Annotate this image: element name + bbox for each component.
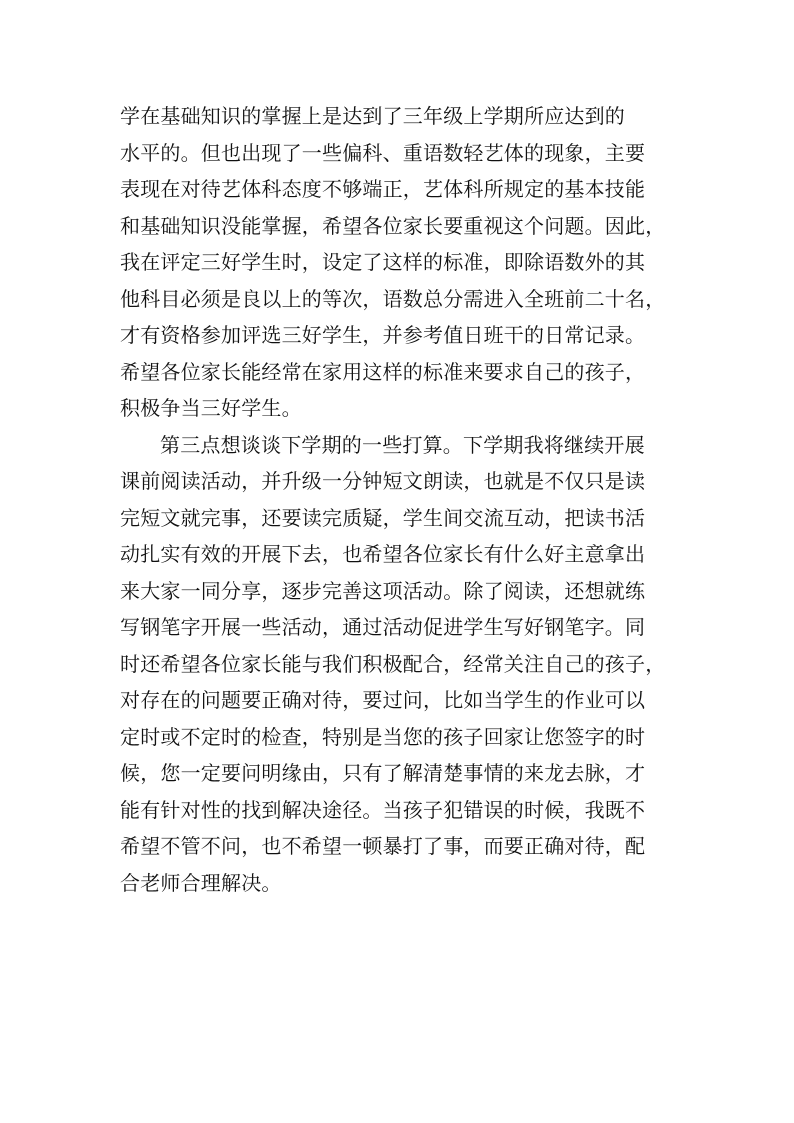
text-line: 表现在对待艺体科态度不够端正，艺体科所规定的基本技能: [120, 177, 646, 201]
text-line: 他科目必须是良以上的等次，语数总分需进入全班前二十名，: [120, 286, 666, 311]
text-line: 和基础知识没能掌握，希望各位家长要重视这个问题。因此，: [120, 213, 666, 238]
text-line: 希望不管不问，也不希望一顿暴打了事，而要正确对待，配: [120, 834, 646, 858]
text-line: 候，您一定要问明缘由，只有了解清楚事情的来龙去脉，才: [120, 761, 646, 785]
text-line: 积极争当三好学生。: [120, 396, 302, 420]
text-line: 我在评定三好学生时，设定了这样的标准，即除语数外的其: [120, 250, 646, 274]
text-line: 完短文就完事，还要读完质疑，学生间交流互动，把读书活: [120, 505, 646, 530]
text-line: 希望各位家长能经常在家用这样的标准来要求自己的孩子，: [120, 359, 646, 384]
paragraph-start-line: 第三点想谈谈下学期的一些打算。下学期我将继续开展: [160, 432, 645, 457]
text-line: 学在基础知识的掌握上是达到了三年级上学期所应达到的: [120, 104, 625, 128]
text-line: 对存在的问题要正确对待，要过问，比如当学生的作业可以: [120, 688, 646, 712]
text-line: 课前阅读活动，并升级一分钟短文朗读，也就是不仅只是读: [120, 469, 646, 493]
text-line: 定时或不定时的检查，特别是当您的孩子回家让您签字的时: [120, 724, 646, 749]
text-line: 能有针对性的找到解决途径。当孩子犯错误的时候，我既不: [120, 797, 646, 822]
text-line: 写钢笔字开展一些活动，通过活动促进学生写好钢笔字。同: [120, 615, 646, 639]
text-line: 才有资格参加评选三好学生，并参考值日班干的日常记录。: [120, 323, 646, 347]
body-text: [120, 98, 700, 901]
text-line: 水平的。但也出现了一些偏科、重语数轻艺体的现象，主要: [120, 140, 646, 165]
text-line: 时还希望各位家长能与我们积极配合，经常关注自己的孩子，: [120, 651, 666, 676]
text-line: 合老师合理解决。: [120, 870, 282, 895]
text-line: 来大家一同分享，逐步完善这项活动。除了阅读，还想就练: [120, 578, 646, 603]
text-line: 动扎实有效的开展下去，也希望各位家长有什么好主意拿出: [120, 542, 646, 566]
